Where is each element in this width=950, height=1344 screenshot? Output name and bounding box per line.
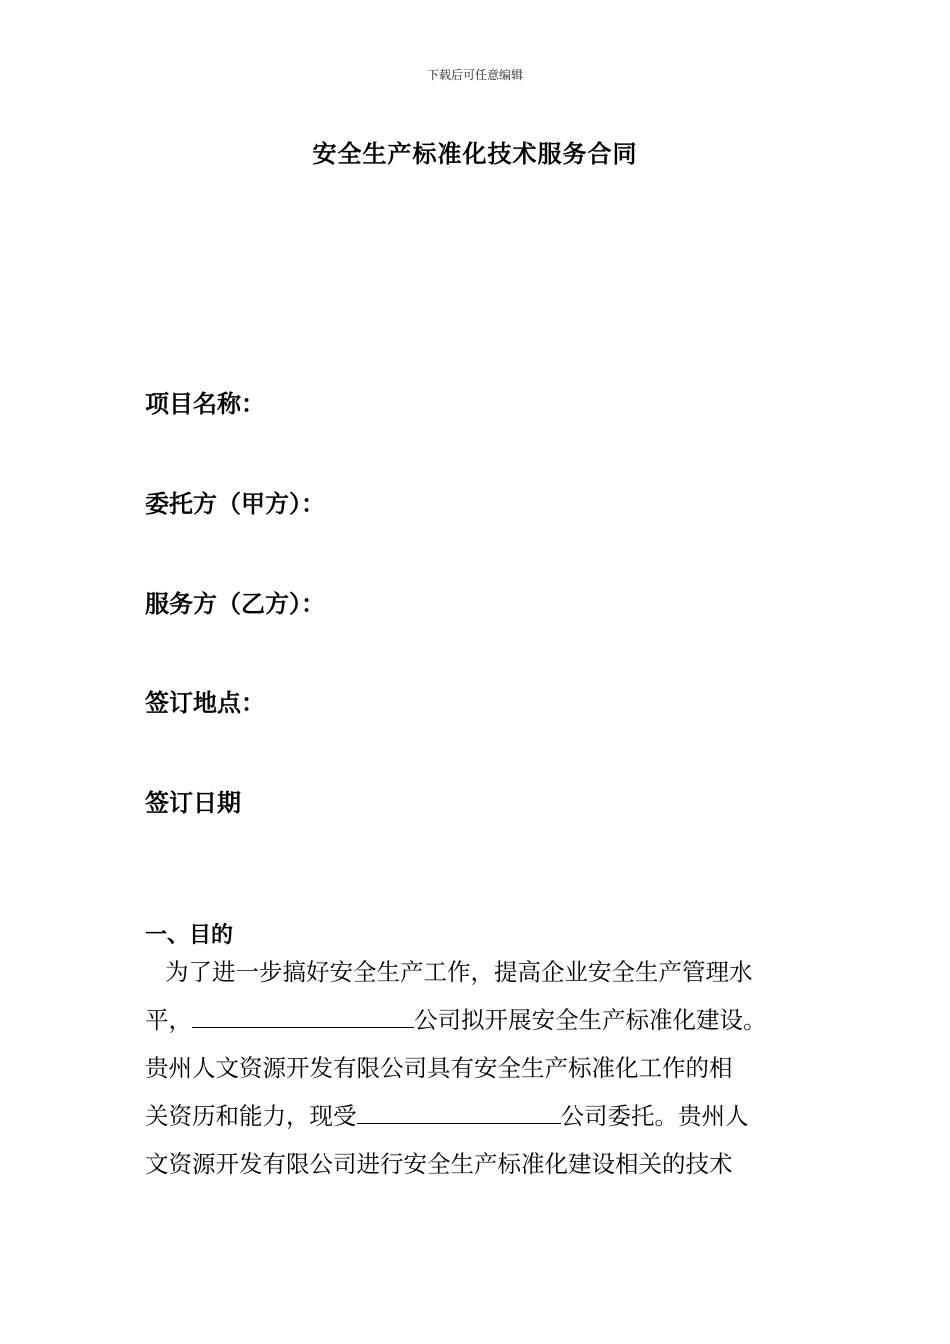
client-company-blank <box>357 1099 561 1124</box>
page-header-note: 下载后可任意编辑 <box>426 68 523 82</box>
field-project-name: 项目名称： <box>145 389 265 418</box>
company-name-blank <box>192 1003 414 1028</box>
body-line-3: 贵州人文资源开发有限公司具有安全生产标准化工作的相 <box>145 1054 733 1082</box>
body-line-2-start: 平， <box>145 1006 192 1034</box>
body-line-2-end: 公司拟开展安全生产标准化建设。 <box>414 1006 767 1034</box>
body-line-4-start: 关资历和能力，现受 <box>145 1102 357 1130</box>
body-line-5: 文资源开发有限公司进行安全生产标准化建设相关的技术 <box>145 1150 733 1178</box>
section-body <box>145 948 815 1188</box>
field-client: 委托方（甲方）： <box>145 489 325 518</box>
body-line-4 <box>145 1092 815 1140</box>
body-line-1: 为了进一步搞好安全生产工作，提高企业安全生产管理水 <box>165 958 753 986</box>
body-line-4-end: 公司委托。贵州人 <box>560 1102 749 1130</box>
field-provider: 服务方（乙方）： <box>145 589 325 618</box>
body-line-2 <box>145 996 815 1044</box>
section-heading-purpose: 一、目的 <box>145 922 234 948</box>
field-sign-date: 签订日期 <box>145 788 241 817</box>
field-sign-place: 签订地点： <box>145 688 265 717</box>
document-title: 安全生产标准化技术服务合同 <box>312 139 638 168</box>
